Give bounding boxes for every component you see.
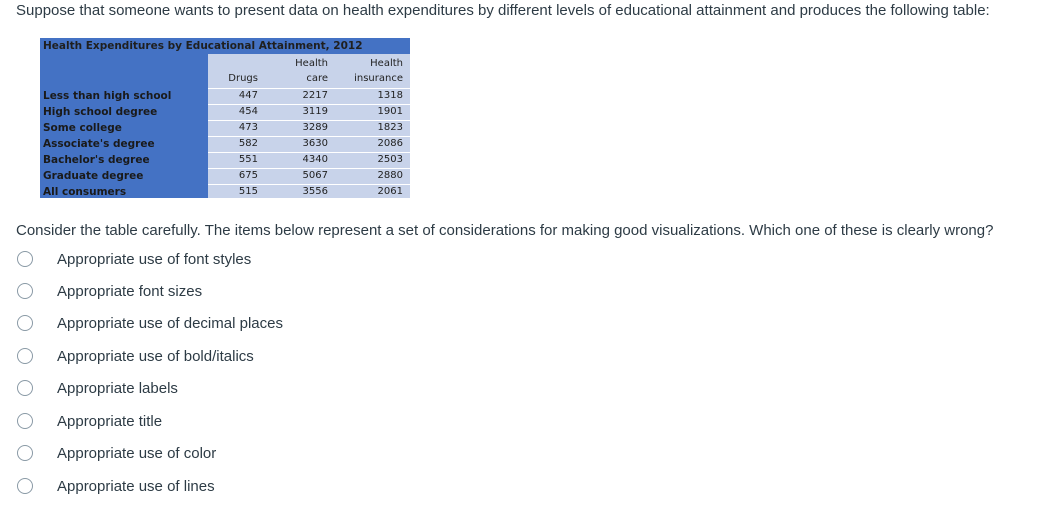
table-cell: 473 (238, 122, 258, 133)
table-cell: 582 (238, 138, 258, 149)
row-label: High school degree (43, 106, 158, 118)
expenditure-table (40, 38, 410, 198)
radio-button[interactable] (17, 348, 33, 364)
table-cell: 1901 (377, 106, 403, 117)
radio-button[interactable] (17, 283, 33, 299)
row-label: Associate's degree (43, 138, 155, 150)
row-label: All consumers (43, 186, 127, 198)
table-cell: 454 (238, 106, 258, 117)
table-cell: 3630 (302, 138, 328, 149)
table-cell: 1823 (377, 122, 403, 133)
table-cell: 2503 (377, 154, 403, 165)
option-labels[interactable] (17, 378, 417, 400)
radio-button[interactable] (17, 315, 33, 331)
table-cell: 2217 (302, 90, 328, 101)
option-font-sizes[interactable] (17, 281, 417, 303)
option-bold-italics[interactable] (17, 346, 417, 368)
option-font-styles[interactable] (17, 249, 417, 271)
option-label: Appropriate use of bold/italics (57, 348, 254, 365)
question-text: Consider the table carefully. The items below represent a set of considerations for making good visualizations. Which one of these is clearly wrong? (16, 222, 994, 239)
header-health-care-line1: Health (295, 58, 328, 69)
option-title[interactable] (17, 411, 417, 433)
table-cell: 3556 (302, 186, 328, 197)
radio-button[interactable] (17, 380, 33, 396)
table-cell: 5067 (302, 170, 328, 181)
table-cell: 3119 (302, 106, 328, 117)
header-drugs: Drugs (228, 73, 258, 84)
option-label: Appropriate font sizes (57, 283, 203, 300)
row-label: Less than high school (43, 90, 172, 102)
table-cell: 515 (238, 186, 258, 197)
table-cell: 2880 (377, 170, 403, 181)
table-cell: 1318 (377, 90, 403, 101)
header-health-care-line2: care (306, 73, 328, 84)
header-health-insurance-line2: insurance (354, 73, 403, 84)
option-label: Appropriate use of color (57, 445, 217, 462)
radio-button[interactable] (17, 478, 33, 494)
table-cell: 3289 (302, 122, 328, 133)
radio-button[interactable] (17, 251, 33, 267)
table-body (40, 54, 410, 198)
table-cell: 551 (238, 154, 258, 165)
option-decimal-places[interactable] (17, 313, 417, 335)
table-cell: 447 (238, 90, 258, 101)
table-cell: 4340 (302, 154, 328, 165)
option-color[interactable] (17, 443, 417, 465)
table-cell: 675 (238, 170, 258, 181)
option-label: Appropriate labels (57, 380, 178, 397)
table-title: Health Expenditures by Educational Attainment, 2012 (43, 40, 363, 52)
option-label: Appropriate title (57, 413, 163, 430)
table-cell: 2061 (377, 186, 403, 197)
option-label: Appropriate use of font styles (57, 251, 252, 268)
option-lines[interactable] (17, 476, 417, 498)
row-label: Graduate degree (43, 170, 144, 182)
row-label: Some college (43, 122, 122, 134)
radio-button[interactable] (17, 413, 33, 429)
option-label: Appropriate use of decimal places (57, 315, 283, 332)
radio-button[interactable] (17, 445, 33, 461)
header-health-insurance-line1: Health (370, 58, 403, 69)
row-label: Bachelor's degree (43, 154, 150, 166)
question-prompt: Suppose that someone wants to present data on health expenditures by different levels of educational attainment and produces the following table: (16, 2, 990, 19)
option-label: Appropriate use of lines (57, 478, 215, 495)
table-cell: 2086 (377, 138, 403, 149)
